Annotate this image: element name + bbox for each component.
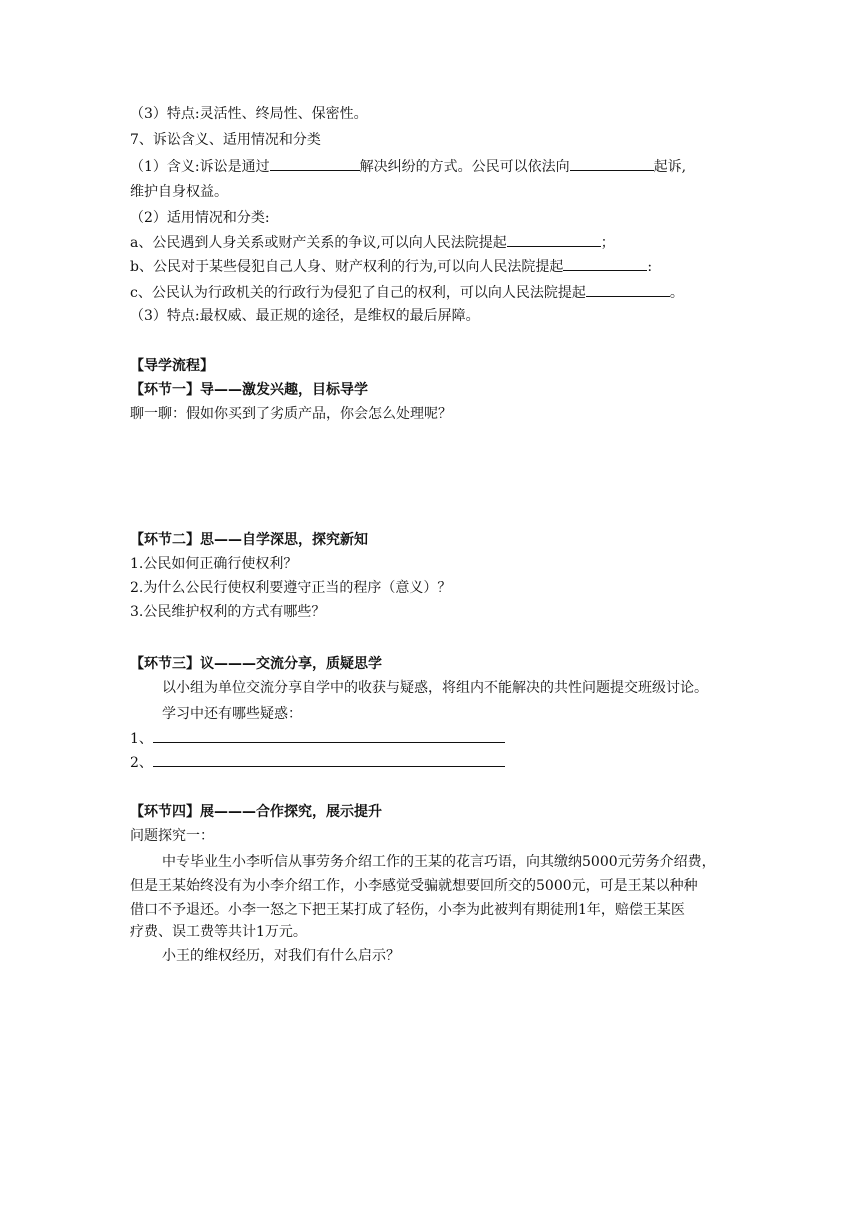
definition-text-a: （1）含义:诉讼是通过 xyxy=(130,159,270,175)
section1-title: 【环节一】导——激发兴趣，目标导学 xyxy=(130,382,368,398)
case-a-end: ； xyxy=(600,235,615,251)
definition-text-b: 解决纠纷的方式。公民可以依法向 xyxy=(359,159,570,175)
section2-question-1: 1.公民如何正确行使权利？ xyxy=(130,556,298,572)
case-b-text: b、公民对于某些侵犯自己人身、财产权利的行为,可以向人民法院提起 xyxy=(130,259,564,275)
flow-title: 【导学流程】 xyxy=(130,358,214,374)
blank-field[interactable] xyxy=(270,156,360,171)
question-line-2 xyxy=(130,752,505,773)
item2-heading: （2）适用情况和分类: xyxy=(130,210,270,226)
definition-line-2: 维护自身权益。 xyxy=(130,184,228,200)
section2-title: 【环节二】思——自学深思，探究新知 xyxy=(130,532,368,548)
case-paragraph-line-1: 中专毕业生小李听信从事劳务介绍工作的王某的花言巧语，向其缴纳5000元劳务介绍费， xyxy=(162,854,716,870)
case-paragraph-line-2: 但是王某始终没有为小李介绍工作，小李感觉受骗就想要回所交的5000元，可是王某以种种 xyxy=(130,878,698,894)
section2-question-3: 3.公民维护权利的方式有哪些？ xyxy=(130,604,326,620)
section3-paragraph: 以小组为单位交流分享自学中的收获与疑惑，将组内不能解决的共性问题提交班级讨论。 xyxy=(162,680,708,696)
definition-text-c: 起诉, xyxy=(653,159,687,175)
section4-subtitle: 问题探究一： xyxy=(130,828,214,844)
section7-heading: 7、诉讼含义、适用情况和分类 xyxy=(130,132,321,148)
section3-title: 【环节三】议———交流分享，质疑思学 xyxy=(130,656,382,672)
section1-question: 聊一聊：假如你买到了劣质产品，你会怎么处理呢？ xyxy=(130,406,452,422)
answer-blank-2[interactable] xyxy=(153,752,505,767)
case-b-line xyxy=(130,256,652,277)
case-b-end: : xyxy=(647,259,653,275)
blank-field[interactable] xyxy=(570,156,654,171)
case-c-text: c、公民认为行政机关的行政行为侵犯了自己的权利，可以向人民法院提起 xyxy=(130,285,586,301)
section3-prompt: 学习中还有哪些疑惑： xyxy=(162,706,302,722)
answer-blank-1[interactable] xyxy=(153,728,505,743)
item3-line: （3）特点:最权威、最正规的途径，是维权的最后屏障。 xyxy=(130,308,480,324)
case-paragraph-line-3: 借口不予退还。小李一怒之下把王某打成了轻伤，小李为此被判有期徒刑1年，赔偿王某医 xyxy=(130,902,685,918)
blank-field[interactable] xyxy=(507,232,601,247)
case-paragraph-line-4: 疗费、误工费等共计1万元。 xyxy=(130,924,307,940)
case-c-line xyxy=(130,282,684,303)
section4-question: 小王的维权经历，对我们有什么启示？ xyxy=(162,948,400,964)
case-a-line xyxy=(130,232,615,253)
definition-line xyxy=(130,156,686,177)
case-a-text: a、公民遇到人身关系或财产关系的争议,可以向人民法院提起 xyxy=(130,235,507,251)
question-number-2: 2、 xyxy=(130,755,153,771)
blank-field[interactable] xyxy=(563,256,647,271)
section4-title: 【环节四】展———合作探究，展示提升 xyxy=(130,804,382,820)
blank-field[interactable] xyxy=(586,282,670,297)
question-line-1 xyxy=(130,728,505,749)
item3-feature-line: （3）特点:灵活性、终局性、保密性。 xyxy=(130,106,368,122)
section2-question-2: 2.为什么公民行使权利要遵守正当的程序（意义）？ xyxy=(130,580,452,596)
case-c-end: 。 xyxy=(669,285,684,301)
question-number-1: 1、 xyxy=(130,731,153,747)
